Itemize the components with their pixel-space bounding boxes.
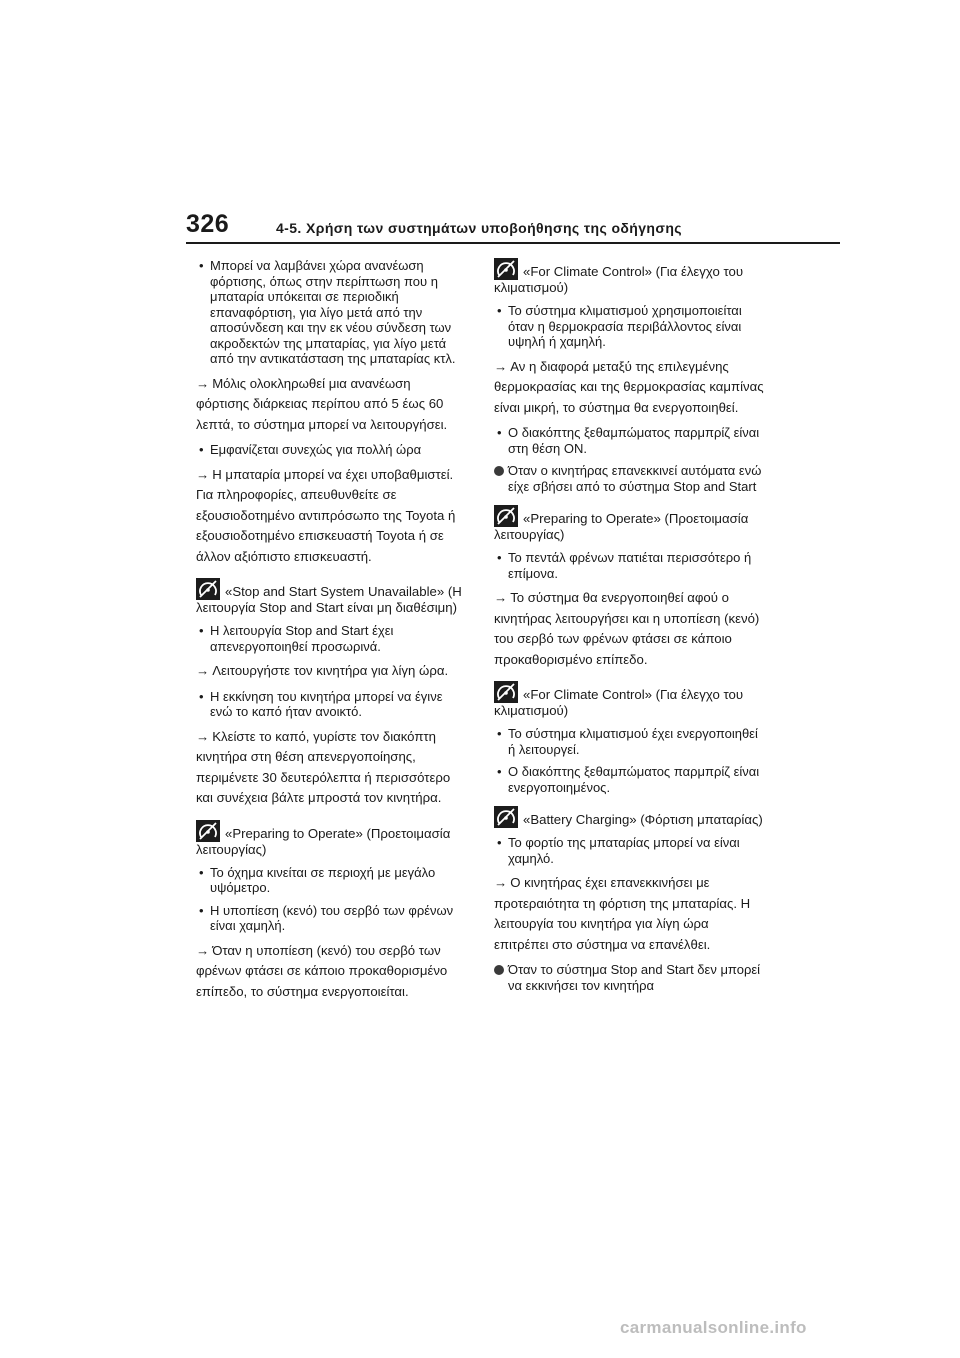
bullet-item: • Το όχημα κινείται σε περιοχή με μεγάλο υψόμετρο. — [196, 865, 466, 896]
bullet-item: • Μπορεί να λαμβάνει χώρα ανανέωση φόρτισης, όπως στην περίπτωση που η μπαταρία υπόκειται σε περιοδική επαναφόρτιση, για λίγο μετά από την αποσύνδεση και την εκ νέου σύνδεση των ακροδεκτών της μπαταρίας, για λίγο μετά από την αντικατάσταση της μπαταρίας κτλ. — [196, 258, 466, 367]
arrow-item: → Η μπαταρία μπορεί να έχει υποβαθμιστεί. Για πληροφορίες, απευθυνθείτε σε εξουσιοδοτημένο αντιπρόσωπο της Toyota ή εξουσιοδοτημένο επισκευαστή Toyota ή σε άλλον αξιόπιστο επισκευαστή. — [196, 466, 456, 564]
watermark: carmanualsonline.info — [620, 1318, 807, 1337]
message-heading: «For Climate Control» (Για έλεγχο του κλιματισμού) — [494, 258, 764, 296]
header-rule — [186, 242, 840, 244]
bullet-item: • Η υποπίεση (κενό) του σερβό των φρένων είναι χαμηλή. — [196, 903, 466, 934]
stop-start-indicator-icon — [494, 258, 518, 280]
arrow-item: → Το σύστημα θα ενεργοποιηθεί αφού ο κινητήρας λειτουργήσει και η υποπίεση (κενό) του σερβό των φρένων φτάσει σε κάποιο προκαθορισμένο επίπεδο. — [494, 590, 760, 667]
arrow-item: → Αν η διαφορά μεταξύ της επιλεγμένης θερμοκρασίας και της θερμοκρασίας καμπίνας είναι μικρή, το σύστημα θα ενεργοποιηθεί. — [494, 358, 764, 415]
arrow-icon: → — [196, 466, 210, 482]
right-column — [494, 258, 764, 1000]
bullet-item: • Ο διακόπτης ξεθαμπώματος παρμπρίζ είναι στη θέση ON. — [494, 425, 764, 456]
arrow-item: → Μόλις ολοκληρωθεί μια ανανέωση φόρτισης διάρκειας περίπου από 5 έως 60 λεπτά, το σύστημα μπορεί να λειτουργήσει. — [196, 375, 448, 432]
arrow-item: → Όταν η υποπίεση (κενό) του σερβό των φρένων φτάσει σε κάποιο προκαθορισμένο επίπεδο, το σύστημα ενεργοποιείται. — [196, 942, 448, 999]
left-column — [196, 258, 466, 1009]
bullet-item: • Το φορτίο της μπαταρίας μπορεί να είναι χαμηλό. — [494, 835, 764, 866]
bullet-item: • Η εκκίνηση του κινητήρα μπορεί να έγινε ενώ το καπό ήταν ανοικτό. — [196, 689, 466, 720]
bullet-item: • Η λειτουργία Stop and Start έχει απενεργοποιηθεί προσωρινά. — [196, 623, 466, 654]
arrow-icon: → — [494, 590, 508, 605]
stop-start-indicator-icon — [196, 820, 220, 842]
arrow-item: → Κλείστε το καπό, γυρίστε τον διακόπτη κινητήρα στη θέση απενεργοποίησης, περιμένετε 30 δευτερόλεπτα ή περισσότερο και συνέχεια βάλτε μπροστά τον κινητήρα. — [196, 728, 451, 805]
stop-start-indicator-icon — [494, 681, 518, 703]
section-title: 4-5. Χρήση των συστημάτων υποβοήθησης της οδήγησης — [276, 220, 682, 236]
note-item: Όταν το σύστημα Stop and Start δεν μπορεί να εκκινήσει τον κινητήρα — [494, 962, 764, 993]
stop-start-indicator-icon — [494, 505, 518, 527]
arrow-icon: → — [196, 663, 210, 678]
message-heading: «Battery Charging» (Φόρτιση μπαταρίας) — [494, 806, 764, 828]
arrow-item: → Λειτουργήστε τον κινητήρα για λίγη ώρα. — [196, 661, 466, 682]
stop-start-indicator-icon — [196, 578, 220, 600]
arrow-icon: → — [494, 875, 508, 890]
arrow-icon: → — [494, 358, 508, 374]
stop-start-indicator-icon — [494, 806, 518, 828]
circle-bullet-icon — [494, 466, 504, 476]
arrow-icon: → — [196, 942, 210, 958]
note-item: Όταν ο κινητήρας επανεκκινεί αυτόματα ενώ είχε σβήσει από το σύστημα Stop and Start — [494, 463, 764, 494]
bullet-item: • Το σύστημα κλιματισμού έχει ενεργοποιηθεί ή λειτουργεί. — [494, 726, 764, 757]
bullet-item: • Το πεντάλ φρένων πατιέται περισσότερο ή επίμονα. — [494, 550, 764, 581]
arrow-icon: → — [196, 375, 210, 391]
page-header — [0, 0, 960, 245]
message-heading: «Stop and Start System Unavailable» (Η λειτουργία Stop and Start είναι μη διαθέσιμη) — [196, 578, 466, 616]
bullet-item: • Εμφανίζεται συνεχώς για πολλή ώρα — [196, 442, 466, 458]
message-heading: «Preparing to Operate» (Προετοιμασία λειτουργίας) — [494, 505, 764, 543]
arrow-item: → Ο κινητήρας έχει επανεκκινήσει με προτεραιότητα τη φόρτιση της μπαταρίας. Η λειτουργία του κινητήρα για λίγη ώρα επιτρέπει στο σύστημα να επανέλθει. — [494, 875, 751, 952]
bullet-item: • Το σύστημα κλιματισμού χρησιμοποιείται όταν η θερμοκρασία περιβάλλοντος είναι υψηλή ή χαμηλή. — [494, 303, 764, 350]
bullet-item: • Ο διακόπτης ξεθαμπώματος παρμπρίζ είναι ενεργοποιημένος. — [494, 764, 764, 795]
message-heading: «For Climate Control» (Για έλεγχο του κλιματισμού) — [494, 681, 764, 719]
page-number: 326 — [186, 210, 230, 238]
arrow-icon: → — [196, 728, 210, 744]
message-heading: «Preparing to Operate» (Προετοιμασία λειτουργίας) — [196, 820, 466, 858]
circle-bullet-icon — [494, 965, 504, 975]
